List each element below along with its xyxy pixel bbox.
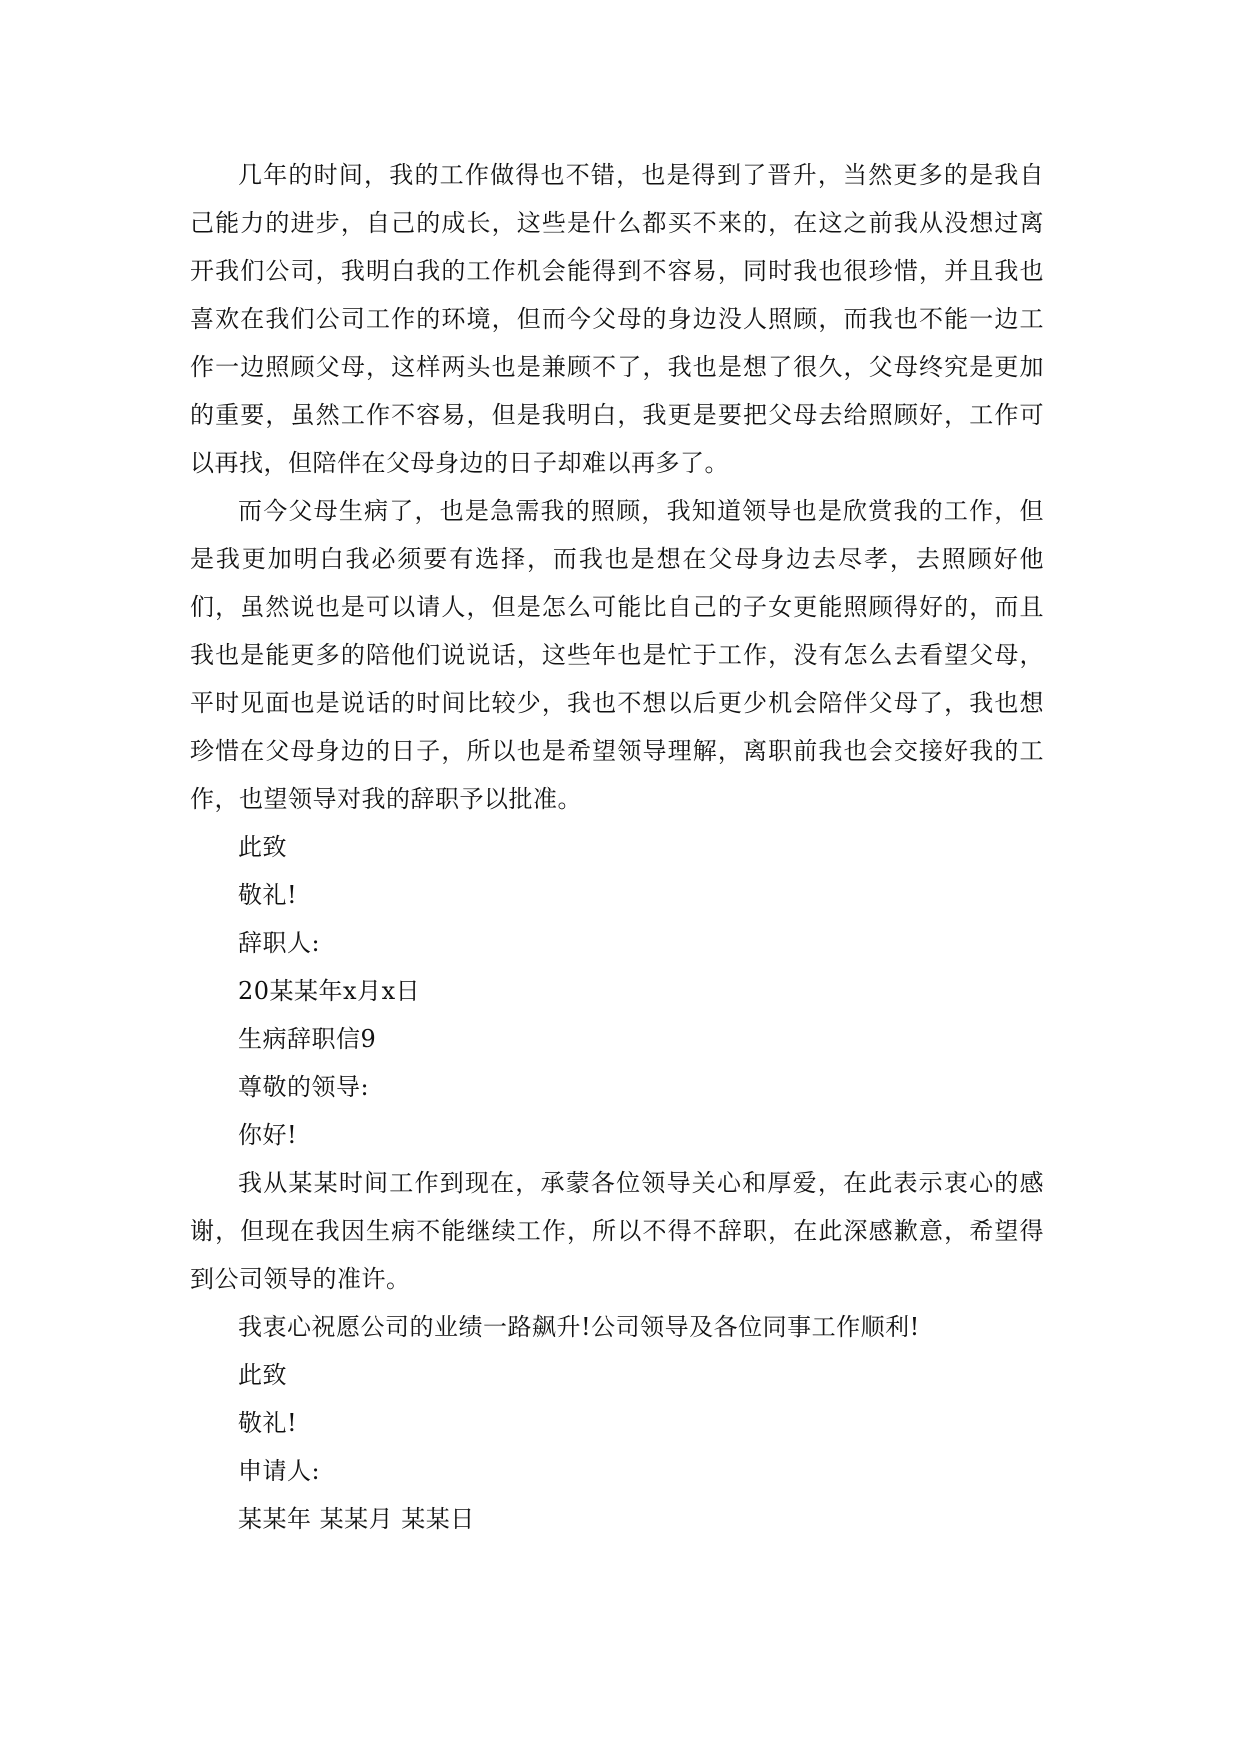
closing-salute: 此致 — [238, 833, 287, 861]
letter2-hello: 你好! — [238, 1121, 298, 1149]
letter2-date: 某某年 某某月 某某日 — [238, 1505, 475, 1533]
letter2-paragraph-wishes: 我衷心祝愿公司的业绩一路飙升!公司领导及各位同事工作顺利! — [238, 1313, 920, 1341]
document-body — [190, 151, 1044, 1543]
letter2-signer: 申请人: — [238, 1457, 321, 1485]
letter2-greeting: 尊敬的领导: — [238, 1073, 370, 1101]
letter2-salute: 此致 — [238, 1361, 287, 1389]
closing-respect: 敬礼! — [238, 881, 298, 909]
paragraph-work-growth: 几年的时间，我的工作做得也不错，也是得到了晋升，当然更多的是我自己能力的进步，自己的成长，这些是什么都买不来的，在这之前我从没想过离开我们公司，我明白我的工作机会能得到不容易，同时我也很珍惜，并且我也喜欢在我们公司工作的环境，但而今父母的身边没人照顾，而我也不能一边工作一边照顾父母，这样两头也是兼顾不了，我也是想了很久，父母终究是更加的重要，虽然工作不容易，但是我明白，我更是要把父母去给照顾好，工作可以再找，但陪伴在父母身边的日子却难以再多了。 — [190, 161, 1044, 477]
letter2-paragraph-thanks: 我从某某时间工作到现在，承蒙各位领导关心和厚爱，在此表示衷心的感谢，但现在我因生病不能继续工作，所以不得不辞职，在此深感歉意，希望得到公司领导的准许。 — [190, 1169, 1044, 1293]
paragraph-parents-illness: 而今父母生病了，也是急需我的照顾，我知道领导也是欣赏我的工作，但是我更加明白我必须要有选择，而我也是想在父母身边去尽孝，去照顾好他们，虽然说也是可以请人，但是怎么可能比自己的子女更能照顾得好的，而且我也是能更多的陪他们说说话，这些年也是忙于工作，没有怎么去看望父母，平时见面也是说话的时间比较少，我也不想以后更少机会陪伴父母了，我也想珍惜在父母身边的日子，所以也是希望领导理解，离职前我也会交接好我的工作，也望领导对我的辞职予以批准。 — [190, 497, 1044, 813]
closing-date: 20某某年x月x日 — [238, 977, 421, 1005]
letter2-respect: 敬礼! — [238, 1409, 298, 1437]
closing-signer: 辞职人: — [238, 929, 321, 957]
section-title: 生病辞职信9 — [238, 1025, 377, 1053]
